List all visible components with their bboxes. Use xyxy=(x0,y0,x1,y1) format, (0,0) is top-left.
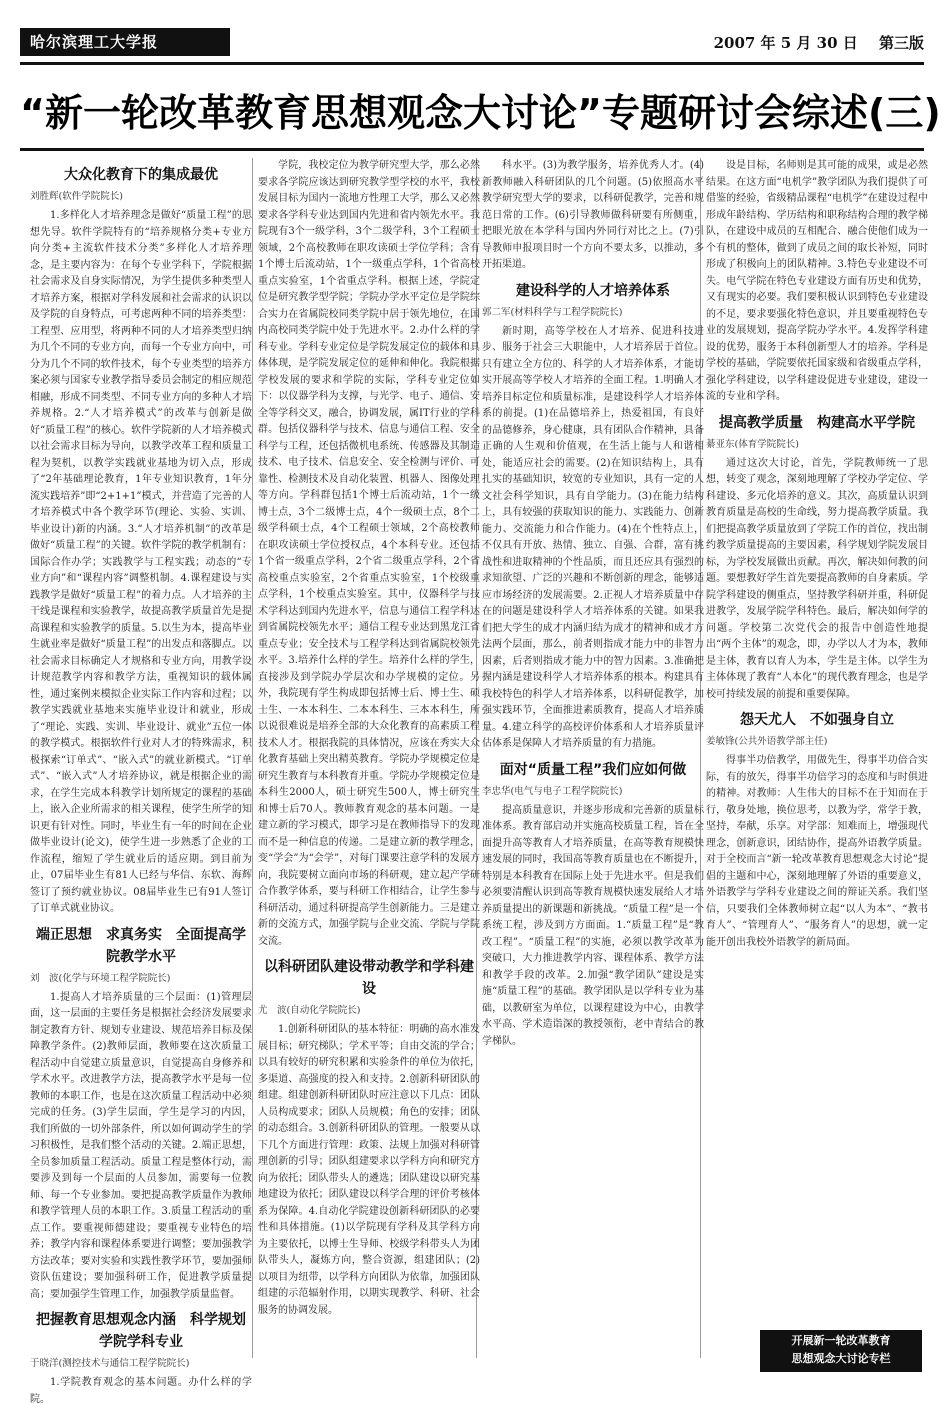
article-text: 设是目标，名师则是其可能的成果，或是必然结果。在这方面“电机学”教学团队为我们提供了可借鉴的经验，省级精品课程“电机学”在建设过程中形成年龄结构、学历结构和职称结构合理的教学梯队，在建设中成员的互相配合、融合使他们成为一个有机的整体，做到了成员之间的取长补短，同时形成了积极向上的团队精神。3.特色专业建设不可失。电气学院在特色专业建设方面有历史和优势，又有现实的必要。我们要积极认识到特色专业建设的不足，要求要强化特色意识，并且要重视特色专业的发展规划，提高学院办学水平。4.发挥学科建设的优势，服务于本科创新型人才的培养。学科是学校的基础，学院要依托国家级和省级重点学科，强化学科建设，以学科建设促进专业建设，建设一流的专业和学科。 xyxy=(706,160,928,402)
article-text: 提高质量意识，并逐步形成和完善新的质量标准体系。教育部启动并实施高校质量工程，旨在全面提升高等教育人才培养质量，在高等教育规模快速发展的同时，我国高等教育质量也在不断提升，特别是本科教育在国际上处于先进水平。但是我们必须要清醒认识到高等教育规模快速发展给人才培养质量提出的新课题和新挑战。“质量工程”是一个系统工程，涉及到方方面面。1.“质量工程”是“教改工程”。“质量工程”的实施，必须以教学改革为突破口，大力推进教学内容、课程体系、教学方法和教学手段的改革。2.加强“教学团队”建设是实施“质量工程”的基础。教学团队是以学科专业为基础，以教研室为单位，以课程建设为中心，由教学水平高、学术造诣深的教授领衔，老中青结合的教学梯队。 xyxy=(482,804,704,1047)
article-title: 怨天尤人 不如强身自立 xyxy=(740,712,894,728)
article-body xyxy=(482,324,704,753)
article-text: 新时期，高等学校在人才培养、促进科技进步、服务于社会三大职能中，人才培养居于首位。只有建立全方位的、科学的人才培养体系，才能切实开展高等学校人才培养的全面工程。1.明确人才培养目标定位和质量标准，是建设科学人才培养体系的前提。(1)在品德培养上，热爱祖国，有良好的品德修养，身心健康，具有团队合作精神，具备正确的人生观和价值观，在生活上能与人和谐相处，能适应社会的需要。(2)在知识结构上，具有扎实的基础知识，较宽的专业知识，具有一定的人文社会科学知识，具有自学能力。(3)在能力结构上，具有较强的获取知识的能力、实践能力、创新能力、交流能力和合作能力。(4)在个性特点上，不仅具有开放、热情、独立、自强、合群，富有挑战性和进取精神的个性品质，而且还应具有强烈的求知欲望、广泛的兴趣和不断创新的理念，能够适应市场经济的发展需要。2.正视人才培养质量中存在的问题是建设科学人才培养体系的关键。如果我们把大学生的成才内涵归结为成才的精神和成才方法两个层面，那么，前者则指成才能力中的非智力因素，后者则指成才能力中的智力因素。3.准确把握内涵是建设科学人才培养体系的根本。构建具有我校特色的科学人才培养体系，以科研促教学，加强实践环节，全面推进素质教育，提高人才培养质量。4.建立科学的高校评价体系和人才培养质量评估体系是保障人才培养质量的有力措施。 xyxy=(482,325,704,749)
banner-rule xyxy=(20,148,924,151)
article-body xyxy=(706,456,928,704)
issue-date: 2007 年 5 月 30 日 xyxy=(713,34,858,52)
dateline xyxy=(714,32,924,53)
article-body xyxy=(258,158,480,950)
article-author: 綦亚东(体育学院院长) xyxy=(706,438,799,450)
masthead: 哈尔滨理工大学报 xyxy=(20,28,230,56)
article-text: 1.提高人才培养质量的三个层面：(1)管理层面，这一层面的主要任务是根据社会经济发展要求制定教育方针、规划专业建设、规范培养目标及保障教学条件。(2)教师层面，教师要在这次质量工程活动中自觉建立质量意识，自觉提高自身修养和学术水平。改进教学方法，提高教学水平是每一位教师的本职工作，也是在这次质量工程活动中必须完成的任务。(3)学生层面，学生是学习的内因，我们所做的一切外部条件，所以如何调动学生的学习积极性，是我们整个活动的关键。2.端正思想，全员参加质量工程活动。质量工程是整体行动，需要涉及到每一个层面的人员参加，需要每一位教师、每一个专业参加。要把提高教学质量作为教师和教学管理人员的本职工作。3.质量工程活动的重点工作。要重视师德建设；要重视专业特色的培养；教学内容和课程体系要进行调整；要加强教学方法改革；要对实验和实践性教学环节，要加强师资队伍建设；要加强科研工作，促进教学质量提高；要加强学生管理工作，加强教学质量监督。 xyxy=(30,991,252,1300)
article-text: 学院，我校定位为教学研究型大学，那么必然要求各学院应该达到研究教学型学校的水平，我校发展目标为国内一流地方性理工大学，那么又必然要求各学科专业达到国内先进和省内领先水平。我院现有3个一级学科，3个二级学科，3个工程硕士领域，2个高校教师在职攻读硕士学位学科；含有1个博士后流动站，1个一级重点学科，1个省高校重点实验室，1个省重点学科。根据上述，学院定位是研究教学型学院；学院办学水平定位是学院综合实力在省属院校同类学院中居于领先地位，在国内高校同类学院中处于先进水平。2.办什么样的学科专业。学科专业定位是学院发展定位的载体和具体体现，是学院发展定位的延伸和伸化。我院根据学校发展的要求和学院的实际，学科专业定位如下：以仪器学科为支撑，与光学、电子、通信、安全等学科交叉，融合，协调发展，属IT行业的学科群。包括仪器科学与技术、信息与通信工程、安全科学与工程，还包括微机电系统、传感器及其制造技术、电子技术、信息安全、安全检测与评价、可靠性、检测技术及自动化装置、机器人、图像处理等方向。学科群包括1个博士后流动站，1个一级博士点，3个二级博士点，4个一级硕士点，8个二级学科硕士点，4个工程硕士领域，2个高校教师在职攻读硕士学位授权点，4个本科专业。还包括1个省一级重点学科，2个省二级重点学科，2个省高校重点实验室，2个省重点实验室，1个校级重点学科，1个校重点实验室。其中，仪器科学与技术学科达到国内先进水平，信息与通信工程学科达到省属院校领先水平；通信工程专业达到黑龙江省重点专业；安全技术与工程学科达到省属院校领先水平。3.培养什么样的学生。培养什么样的学生，直接涉及到学院办学层次和办学规模的定位。另外，我院现有学生构成即包括博士后、博士生、硕士生、一本本科生、二本本科生、三本本科生，所以说很难说是培养全部的大众化教育的高素质工程技术人才。根据我院的具体情况，应该在秀实大众化教育基础上突出精英教育。学院办学规模定位是研究生教育与本科教育并重。学院办学规模定位是本科生2000人，硕士研究生500人，博士研究生和博士后70人。教师教育观念的基本问题。一是建立新的学习模式，即学习是在教师指导下的发现而不是一种信息的传递。二是建立新的教学理念，变“学会”为“会学”，对每门课要注意学科的发展方向，我院要树立面向市场的科研观，建立起产学研合作教学体系，要与科研工作相结合，让学生参与科研活动，通过科研提高学生创新能力。三是建立新的交流方式，加强学院与企业交流、学院与学院交流。 xyxy=(258,160,480,947)
article-title: 提高教学质量 构建高水平学院 xyxy=(719,414,915,431)
article-body xyxy=(482,158,704,274)
column-1 xyxy=(30,158,252,1405)
article-body xyxy=(30,1375,252,1408)
column-2 xyxy=(258,158,480,1358)
article-author: 郭二军(材料科学与工程学院院长) xyxy=(482,306,623,318)
article-body xyxy=(706,158,928,406)
article-body xyxy=(258,1022,480,1319)
column-tag-line: 思想观念大讨论专栏 xyxy=(791,1352,891,1365)
article-title: 把握教育思想观念内涵 科学规划学院学科专业 xyxy=(36,1312,246,1350)
column-tag-line: 开展新一轮改革教育 xyxy=(791,1334,891,1347)
article-text: 1.学院教育观念的基本问题。办什么样的学院。 xyxy=(30,1377,252,1405)
page-number: 第三版 xyxy=(878,34,924,52)
article-body xyxy=(30,208,252,918)
article-author: 于晓洋(测控技术与通信工程学院院长) xyxy=(30,1358,190,1369)
column-divider xyxy=(252,158,253,1358)
column-tag xyxy=(760,1330,922,1372)
article-title: 面对“质量工程”我们应如何做 xyxy=(499,761,687,778)
article-author: 尤 波(自动化学院院长) xyxy=(258,1005,361,1016)
column-3 xyxy=(482,158,704,1358)
header-rule xyxy=(20,62,924,65)
article-text: 科水平。(3)为教学服务，培养优秀人才。(4)新教师融入科研团队的几个问题。(5)依照高水平教学研究型大学的要求，以科研促教学，完善和规范日常的工作。(6)引导教师做科研要有所侧重，把眼光放在本学科与国内外同行对比之上。(7)引导教师申报项目时一个方向不要太多，以推动，多开拓渠道。 xyxy=(482,160,704,270)
article-body xyxy=(482,803,704,1051)
article-body xyxy=(30,990,252,1304)
article-author: 刘胜辉(软件学院院长) xyxy=(30,191,123,202)
banner-title: “新一轮改革教育思想观念大讨论”专题研讨会综述(三) xyxy=(20,91,941,135)
article-title: 大众化教育下的集成最优 xyxy=(64,167,218,183)
article-body xyxy=(706,753,928,951)
article-title: 建设科学的人才培养体系 xyxy=(516,282,670,299)
article-text: 得事半功倍教学，用做先生，得事半功倍合实际，有的放矢，得事半功倍学习的态度和与时俱进的精神。对教师：人生伟大的目标不在于知而在于行，敬身处地，换位思考，以教为学，常学于教，坚持，奉献，乐享。对学部：知难而上，增强现代理念，创新意识，团结协作，提高外语教学质量。对于全校而言“新一轮改革教育思想观念大讨论”提倡的主题和中心，深刻地理解了外语的重要意义，外语教学与学科专业建设之间的辩证关系。我们坚信，只要我们全体教师树立起“以人为本”、“教书育人”、“管理育人”、“服务育人”的思想，就一定能开创出我校外语教学的新局面。 xyxy=(706,755,928,948)
article-author: 姜敏锋(公共外语教学部主任) xyxy=(706,736,828,747)
article-text: 通过这次大讨论，首先，学院教师统一了思想，转变了观念，深刻地理解了学校办学定位、学科建设、多元化培养的意义。其次，高质量认识到教育质量是高校的生命线，努力提高教学质量。我们把提高教学质量放到了学院工作的首位，找出制约教学质量提高的主要因素，科学规划学院发展目标，为学校发展做出贡献。再次，解决如何教的问题。要想教好学生首先要提高教师的自身素质。学院学科建设的侧重点，坚持教学科研并重，科研促进教学，发展学院学科特色。最后，解决如何学的问题。学校第二次党代会的报告中创造性地提出“两个主体”的观念，即，办学以人才为本，教师是主体，教育以育人为本，学生是主体。以学生为主体体现了教育“人本化”的现代教育理念，也是学校可持续发展的前提和重要保障。 xyxy=(706,457,928,700)
article-author: 刘 波(化学与环境工程学院院长) xyxy=(30,972,171,984)
article-author: 李忠华(电气与电子工程学院院长) xyxy=(482,785,623,797)
article-text: 1.多样化人才培养理念是做好“质量工程”的思想先导。软件学院特有的“培养规格分类+专业方向分类+主流软件技术分类”多样化人才培养理念，是主要内容为：在每个专业学科下，学院根据社会需求及自身实际情况，为学生提供多种类型人才培养方案，根据对学科发展和社会需求的认识以及学院的自身特点，可考虑两种不同的培养类型：工程型、应用型，将两种不同的人才培养类型归纳为几个不同的专业方向，而每一个专业方向中，可分为几个不同的软件技术，每个专业类型的培养方案必须与国家专业教学指导委员会制定的相应规范相融，形成不同类型、不同专业方向的多种人才培养规格。2.“人才培养模式”的改革与创新是做好“质量工程”的核心。软件学院新的人才培养模式以社会需求目标为导向，以教学改革工程和质量工程为契机，以教学实践就业基地为切入点，形成了“2年基础理论教育，1年专业知识教育，1年分流实践培养”即“2+1+1”模式，并营造了完善的人才培养模式中各个教学环节(理论、实验、实训、毕业设计)新的内涵。3.“人才培养机制”的改革是做好“质量工程”的关键。软件学院的教学机制有：国际合作办学；实践教学与工程实践；动态的“专业方向”和“课程内容”调整机制。4.课程建设与实践教学是做好“质量工程”的着力点。人才培养的主干线是课程和实验教学，故提高教学质量首先是提高课程和实验教学的质量。5.以生为本，提高毕业生就业率是做好“质量工程”的出发点和落脚点。以社会需求目标确定人才规格和专业方向，用教学设计规范教学内容和教学方法，重视知识的载体属性，通过案例来模拟企业实际工作内容和过程；以教学实践就业基地来实施毕业设计和就业，形成了“理论、实践、实训、毕业设计、就业”五位一体的教学模式。根据软件行业对人才的特殊需求，积极探索“订单式”、“嵌入式”的就业新模式。“订单式”、“嵌入式”人才培养协议，就是根据企业的需求，在学生完成本科教学计划所规定的课程的基础上，嵌入企业所需求的相关课程，使学生所学的知识更有针对性。同时，毕业生有一年的时间在企业做毕业设计(论文)，使学生进一步熟悉了企业的工作流程，缩短了学生就业后的适应期。到目前为止，07届毕业生有81人已经与华信、东软、海辉签订了预约就业协议。08届毕业生已有91人签订了订单式就业协议。 xyxy=(30,210,252,914)
column-4 xyxy=(706,158,928,1358)
article-title: 以科研团队建设带动教学和学科建设 xyxy=(264,959,474,997)
article-text: 1.创新科研团队的基本特征：明确的高水准发展目标；研究梯队；学术平等；自由交流的学合；以具有较好的研究积累和实验条件的单位为依托，多渠道、高强度的投入和支持。2.创新科研团队的组建。组建创新科研团队时应注意以下几点：团队人员构成要求；团队人员规模；角色的安排；团队的动态组合。3.创新科研团队的管理。一般要从以下几个方面进行管理：政策、法规上加强对科研管理创新的引导；团队组建要求以学科方向和研究方向为依托；团队带头人的遴选；团队建设以研究基地建设为依托；团队建设以科学合理的评价考核体系为保障。4.自动化学院建设创新科研团队的必要性和具体措施。(1)以学院现有学科及其学科方向为主要依托，以博士生导师、校级学科带头人为团队带头人，凝炼方向，整合资源，组建团队；(2)以项目为纽带，以学科方向团队为依靠，加强团队组建的示范辐射作用，以期实现教学、科研、社会服务的协调发展。 xyxy=(258,1024,480,1316)
article-title: 端正思想 求真务实 全面提高学院教学水平 xyxy=(36,926,246,965)
